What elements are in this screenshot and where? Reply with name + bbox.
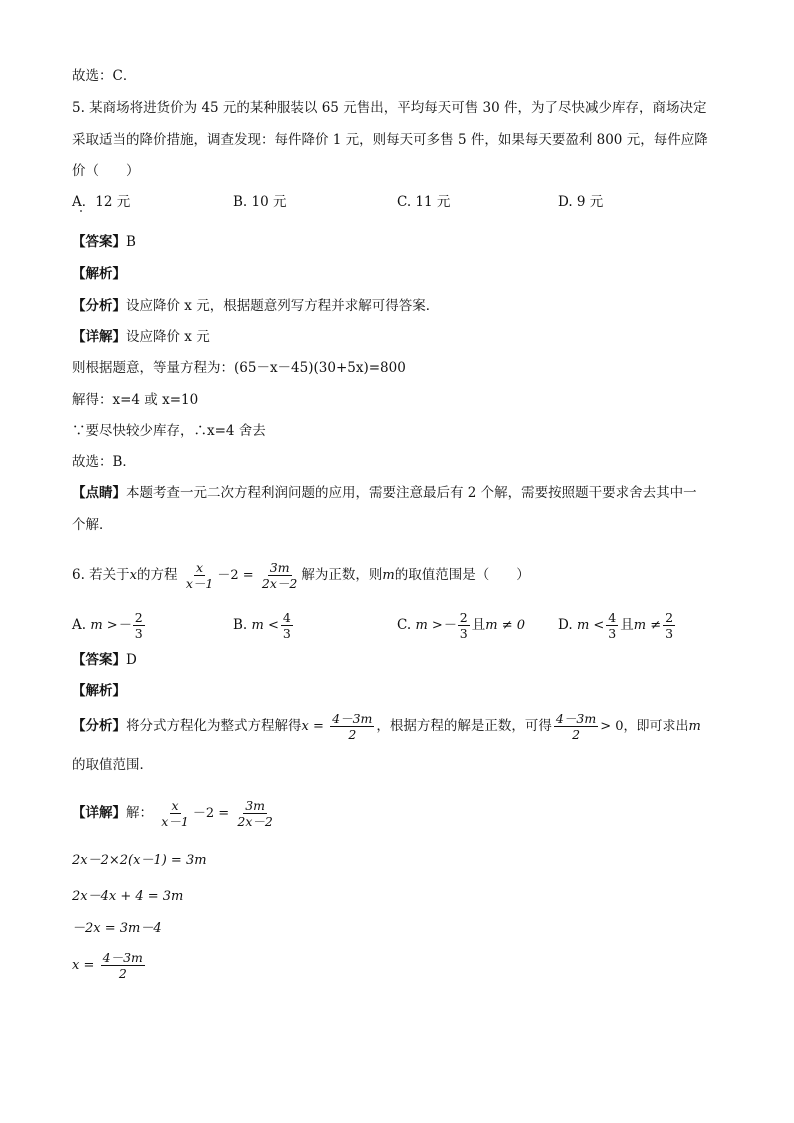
- q6-step4-frac: [101, 950, 145, 981]
- q6-detail-frac2-den: 2x－2: [237, 814, 273, 829]
- q6-stem-var: x: [129, 568, 138, 583]
- q6-fenxi-num2: 4－3m: [555, 711, 597, 726]
- q6-detail-tag: 【详解】: [72, 805, 126, 821]
- q5-reason: ∵要尽快较少库存，∴x=4 舍去: [72, 423, 266, 439]
- q6-detail-frac1-num: x: [171, 798, 179, 813]
- q5-conclusion: 故选：B．: [72, 454, 136, 470]
- q6-option-a-den: 3: [134, 626, 143, 641]
- q6-option-c-tail2: m ≠ 0: [485, 618, 526, 633]
- q6-fenxi-c: > 0，即可求出: [600, 719, 689, 734]
- q6-frac1-num: x: [196, 560, 204, 575]
- q5-stem-line1: 5. 某商场将进货价为 45 元的某种服装以 65 元售出，平均每天可售 30 件，为了尽快减少库存，商场决定: [72, 100, 707, 116]
- q6-detail-frac1: [159, 798, 191, 829]
- q6-option-d-num: 4: [608, 610, 617, 625]
- q6-detail-pre: 解：: [126, 805, 153, 821]
- q6-fenxi-x: x =: [301, 719, 324, 734]
- q6-fenxi-tag: 【分析】: [72, 718, 126, 734]
- q6-option-b-label: B.: [233, 617, 248, 633]
- q6-detail-frac1-den: x－1: [161, 814, 189, 829]
- q6-fenxi: [72, 709, 701, 744]
- q6-option-c-label: C.: [397, 617, 412, 633]
- q5-fenxi-text: 设应降价 x 元，根据题意列写方程并求解可得答案．: [126, 298, 440, 314]
- q5-option-d: D. 9 元: [558, 194, 604, 210]
- q6-fenxi-frac2: [554, 711, 598, 742]
- q6-answer: [72, 650, 137, 670]
- q6-stem-mid: 的方程: [137, 567, 178, 583]
- q6-option-b-den: 3: [282, 626, 291, 641]
- q5-options: [0, 192, 794, 212]
- q6-stem: [72, 558, 530, 593]
- q6-fenxi-a: 将分式方程化为整式方程解得: [126, 718, 302, 734]
- q5-fenxi: [72, 296, 439, 316]
- q6-option-a-expr: m >－: [90, 618, 131, 633]
- q6-option-d-expr: m <: [576, 618, 605, 633]
- q6-option-c-den: 3: [459, 626, 468, 641]
- q6-fenxi-b: ，根据方程的解是正数，可得: [376, 718, 552, 734]
- q6-fenxi-num: 4－3m: [332, 711, 373, 726]
- q6-step3: －2x = 3m－4: [72, 921, 162, 936]
- q5-answer-tag: 【答案】: [72, 234, 126, 250]
- q6-answer-tag: 【答案】: [72, 652, 126, 668]
- q6-option-c-frac: [458, 610, 470, 641]
- q5-detail-tag: 【详解】: [72, 329, 126, 345]
- q6-option-d-den: 3: [608, 626, 617, 641]
- q5-stem-line2: 采取适当的降价措施，调查发现：每件降价 1 元，则每天可多售 5 件，如果每天要盈利 800 元，每件应降: [72, 132, 708, 148]
- prev-conclusion: 故选：C．: [72, 68, 137, 84]
- q6-step4-num: 4－3m: [102, 950, 143, 965]
- q6-option-d-num2: 2: [665, 610, 674, 625]
- q6-minus-two: －2 =: [217, 568, 254, 583]
- q5-analysis-tag: 【解析】: [72, 266, 126, 282]
- q6-option-d-tail2: m ≠: [633, 618, 662, 633]
- q6-stem-m: m: [382, 568, 395, 583]
- q6-option-a-num: 2: [134, 610, 143, 625]
- q6-option-d-label: D.: [558, 617, 573, 633]
- q6-frac2-num: 3m: [269, 560, 290, 575]
- q6-option-d-frac2: [663, 610, 675, 641]
- q5-option-a: A．12 元: [72, 194, 131, 210]
- q6-option-a-label: A.: [72, 617, 87, 633]
- q5-answer: [72, 232, 136, 252]
- q6-detail-frac2-num: 3m: [245, 798, 266, 813]
- q5-option-c: C. 11 元: [397, 194, 451, 210]
- q5-equation: 则根据题意，等量方程为：(65－x－45)(30+5x)=800: [72, 360, 406, 376]
- q6-fenxi-m: m: [688, 719, 701, 734]
- q5-detail: [72, 327, 210, 347]
- q6-option-c: [397, 608, 525, 643]
- q5-fenxi-tag: 【分析】: [72, 298, 126, 314]
- q6-option-b: [233, 608, 295, 643]
- q6-option-a: [72, 608, 147, 643]
- q6-step2: 2x－4x + 4 = 3m: [72, 889, 184, 904]
- q6-frac1-den: x－1: [185, 576, 214, 591]
- stray-dot-mark: [80, 210, 82, 212]
- q6-option-d-tail: 且: [620, 617, 634, 633]
- q6-detail-frac2: [235, 798, 274, 829]
- q6-step4: [72, 948, 147, 983]
- q6-option-b-frac: [281, 610, 293, 641]
- q6-stem-prefix: 6. 若关于: [72, 567, 130, 583]
- q5-comment: [72, 483, 697, 503]
- q6-options: [0, 608, 794, 642]
- q6-option-b-expr: m <: [251, 618, 279, 633]
- q5-comment-line1: 本题考查一元二次方程利润问题的应用，需要注意最后有 2 个解，需要按照题干要求舍去其中一: [126, 485, 697, 501]
- q5-comment-line2: 个解．: [72, 517, 113, 533]
- q6-step4-den: 2: [118, 966, 127, 981]
- q6-option-c-expr: m >－: [415, 618, 456, 633]
- q6-option-d-frac: [606, 610, 618, 641]
- q6-frac2-den: 2x－2: [261, 576, 298, 591]
- q6-fenxi-den2: 2: [572, 727, 581, 742]
- q5-option-b: B. 10 元: [233, 194, 287, 210]
- q5-stem-line3: 价（ ）: [72, 163, 140, 179]
- q6-detail-minus-two: －2 =: [192, 806, 230, 821]
- q6-stem-suffix2: 的取值范围是（ ）: [394, 567, 530, 583]
- q6-stem-suffix1: 解为正数，则: [301, 567, 383, 583]
- q6-fenxi-den: 2: [348, 727, 357, 742]
- q6-option-c-tail: 且: [471, 617, 486, 633]
- q5-answer-value: B: [126, 234, 136, 250]
- q6-fenxi-frac: [330, 711, 374, 742]
- q6-option-c-num: 2: [459, 610, 468, 625]
- q6-option-a-frac: [133, 610, 145, 641]
- q5-solve: 解得：x=4 或 x=10: [72, 392, 199, 408]
- q6-detail: [72, 796, 277, 831]
- q6-frac1: [184, 560, 216, 591]
- q6-option-d: [558, 608, 677, 643]
- q6-step1: 2x－2×2(x－1) = 3m: [72, 853, 207, 868]
- q6-analysis-tag: 【解析】: [72, 683, 126, 699]
- q6-answer-value: D: [126, 652, 137, 668]
- q6-fenxi-line2: 的取值范围．: [72, 757, 153, 773]
- q5-comment-tag: 【点睛】: [72, 485, 126, 501]
- q6-frac2: [260, 560, 299, 591]
- q6-option-b-num: 4: [282, 610, 291, 625]
- q6-option-d-den2: 3: [665, 626, 674, 641]
- q5-detail-text: 设应降价 x 元: [126, 329, 210, 345]
- q6-step4-x: x =: [72, 958, 95, 973]
